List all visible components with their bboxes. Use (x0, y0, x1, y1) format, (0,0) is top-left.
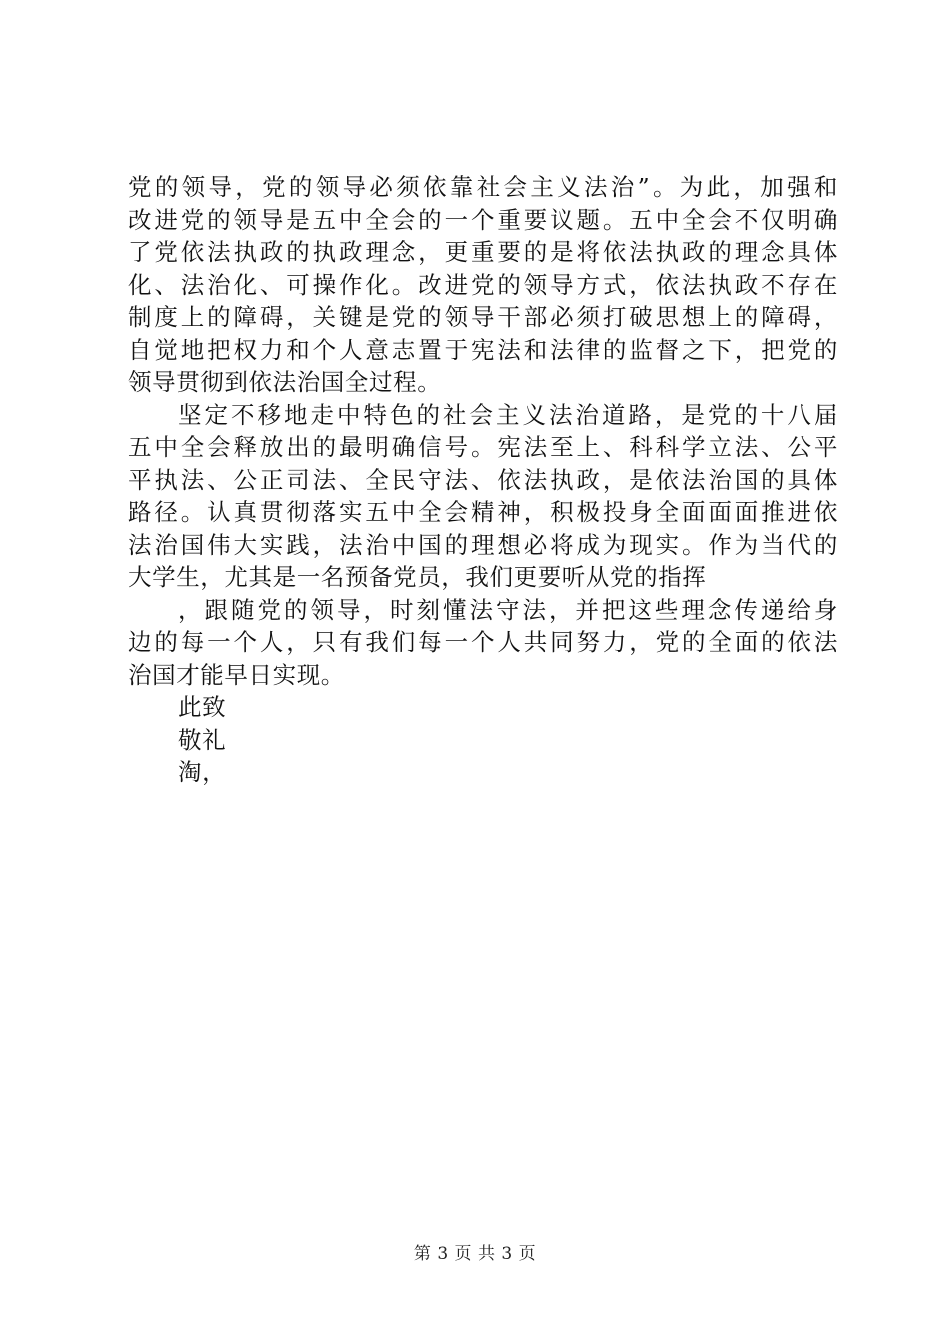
text-line: 自觉地把权力和个人意志置于宪法和法律的监督之下，把党的 (128, 335, 838, 364)
text-line: 化、法治化、可操作化。改进党的领导方式，依法执政不存在 (128, 270, 838, 299)
text-line: 平执法、公正司法、全民守法、依法执政，是依法治国的具体 (128, 465, 838, 494)
text-line: 大学生，尤其是一名预备党员，我们更要听从党的指挥 (128, 563, 707, 591)
text-line: 坚定不移地走中特色的社会主义法治道路，是党的十八届 (178, 400, 838, 429)
text-line: 领导贯彻到依法治国全过程。 (128, 368, 442, 396)
text-line: 五中全会释放出的最明确信号。宪法至上、科科学立法、公平 (128, 433, 838, 461)
closing-regards: 敬礼 (178, 725, 227, 754)
text-line: ，跟随党的领导，时刻懂法守法，并把这些理念传递给身 (178, 595, 838, 624)
signature-line: 淘， (178, 758, 227, 786)
text-line: 治国才能早日实现。 (128, 660, 345, 689)
text-line: 制度上的障碍，关键是党的领导干部必须打破思想上的障碍， (128, 303, 838, 331)
text-line: 了党依法执政的执政理念，更重要的是将依法执政的理念具体 (128, 238, 838, 266)
text-line: 路径。认真贯彻落实五中全会精神，积极投身全面面面推进依 (128, 498, 838, 526)
text-line: 边的每一个人，只有我们每一个人共同努力，党的全面的依法 (128, 628, 838, 656)
letter-body (128, 171, 838, 789)
closing-salutation: 此致 (178, 693, 227, 721)
text-line: 改进党的领导是五中全会的一个重要议题。五中全会不仅明确 (128, 205, 838, 234)
page-number: 第 3 页 共 3 页 (413, 1244, 537, 1264)
text-line: 法治国伟大实践，法治中国的理想必将成为现实。作为当代的 (128, 530, 838, 559)
text-line: 党的领导，党的领导必须依靠社会主义法治”。为此，加强和 (128, 173, 838, 201)
